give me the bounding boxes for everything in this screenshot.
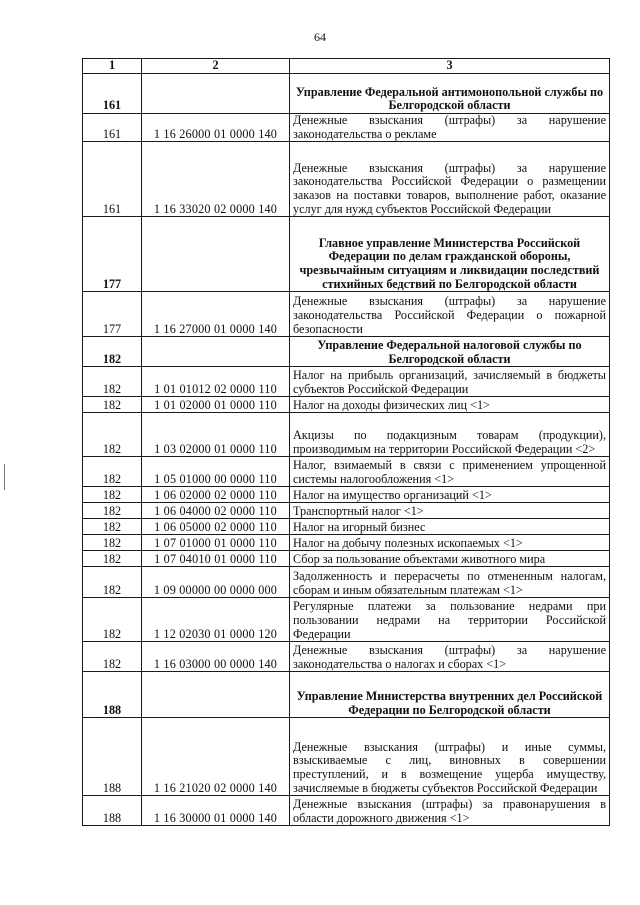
- table-row: [83, 397, 610, 413]
- admin-code-cell: 182: [83, 642, 142, 672]
- table-row: [83, 718, 610, 796]
- table-row: [83, 367, 610, 397]
- section-row: [83, 217, 610, 292]
- admin-code-cell: 182: [83, 598, 142, 642]
- budget-code-cell: 1 06 05000 02 0000 110: [142, 519, 290, 535]
- budget-code-cell: 1 07 01000 01 0000 110: [142, 535, 290, 551]
- section-row: [83, 672, 610, 718]
- budget-code-cell: 1 12 02030 01 0000 120: [142, 598, 290, 642]
- admin-code-cell: 182: [83, 535, 142, 551]
- budget-code-cell: 1 06 04000 02 0000 110: [142, 503, 290, 519]
- budget-code-cell: 1 16 03000 00 0000 140: [142, 642, 290, 672]
- table-header-row: [83, 59, 610, 74]
- budget-code-cell: [142, 672, 290, 718]
- budget-code-cell: 1 06 02000 02 0000 110: [142, 487, 290, 503]
- revenue-name-cell: Налог на игорный бизнес: [290, 519, 610, 535]
- revenue-name-cell: Налог на прибыль организаций, зачисляемый в бюджеты субъектов Российской Федерации: [290, 367, 610, 397]
- revenue-name-cell: Налог, взимаемый в связи с применением упрощенной системы налогообложения <1>: [290, 457, 610, 487]
- table-row: [83, 457, 610, 487]
- admin-code-cell: 161: [83, 74, 142, 114]
- admin-code-cell: 182: [83, 487, 142, 503]
- budget-code-cell: 1 01 01012 02 0000 110: [142, 367, 290, 397]
- margin-mark: [4, 464, 5, 490]
- table-row: [83, 551, 610, 567]
- budget-code-cell: 1 16 21020 02 0000 140: [142, 718, 290, 796]
- table-row: [83, 642, 610, 672]
- admin-code-cell: 188: [83, 718, 142, 796]
- column-header: 1: [83, 59, 142, 74]
- revenue-name-cell: Денежные взыскания (штрафы) за правонарушения в области дорожного движения <1>: [290, 796, 610, 826]
- section-title-cell: Управление Федеральной налоговой службы по Белгородской области: [290, 337, 610, 367]
- table-row: [83, 503, 610, 519]
- column-header: 2: [142, 59, 290, 74]
- table-row: [83, 535, 610, 551]
- budget-code-cell: 1 16 30000 01 0000 140: [142, 796, 290, 826]
- table-row: [83, 567, 610, 598]
- budget-code-cell: 1 07 04010 01 0000 110: [142, 551, 290, 567]
- revenue-name-cell: Налог на доходы физических лиц <1>: [290, 397, 610, 413]
- table-row: [83, 519, 610, 535]
- revenue-name-cell: Акцизы по подакцизным товарам (продукции), производимым на территории Российской Федерации <2>: [290, 413, 610, 457]
- table-row: [83, 292, 610, 337]
- table-row: [83, 598, 610, 642]
- admin-code-cell: 182: [83, 397, 142, 413]
- table-row: [83, 487, 610, 503]
- revenue-name-cell: Транспортный налог <1>: [290, 503, 610, 519]
- admin-code-cell: 182: [83, 503, 142, 519]
- budget-code-cell: [142, 74, 290, 114]
- revenue-administrators-table: [82, 58, 610, 826]
- admin-code-cell: 177: [83, 217, 142, 292]
- section-title-cell: Управление Федеральной антимонопольной службы по Белгородской области: [290, 74, 610, 114]
- budget-code-cell: 1 03 02000 01 0000 110: [142, 413, 290, 457]
- budget-code-cell: 1 05 01000 00 0000 110: [142, 457, 290, 487]
- revenue-name-cell: Сбор за пользование объектами животного мира: [290, 551, 610, 567]
- admin-code-cell: 161: [83, 114, 142, 142]
- admin-code-cell: 182: [83, 337, 142, 367]
- admin-code-cell: 182: [83, 519, 142, 535]
- column-header: 3: [290, 59, 610, 74]
- table-row: [83, 114, 610, 142]
- section-title-cell: Главное управление Министерства Российской Федерации по делам гражданской обороны, чрезвычайным ситуациям и ликвидации последствий стихийных бедствий по Белгородской области: [290, 217, 610, 292]
- admin-code-cell: 182: [83, 457, 142, 487]
- budget-code-cell: 1 16 26000 01 0000 140: [142, 114, 290, 142]
- revenue-name-cell: Денежные взыскания (штрафы) и иные суммы, взыскиваемые с лиц, виновных в совершении преступлений, и в возмещение ущерба имуществу, зачисляемые в бюджеты субъектов Российской Федерации: [290, 718, 610, 796]
- revenue-name-cell: Налог на имущество организаций <1>: [290, 487, 610, 503]
- budget-code-cell: 1 01 02000 01 0000 110: [142, 397, 290, 413]
- revenue-name-cell: Регулярные платежи за пользование недрами при пользовании недрами на территории Российской Федерации: [290, 598, 610, 642]
- budget-code-cell: 1 16 27000 01 0000 140: [142, 292, 290, 337]
- revenue-name-cell: Денежные взыскания (штрафы) за нарушение законодательства о рекламе: [290, 114, 610, 142]
- admin-code-cell: 182: [83, 367, 142, 397]
- admin-code-cell: 188: [83, 796, 142, 826]
- section-row: [83, 337, 610, 367]
- table-row: [83, 796, 610, 826]
- budget-code-cell: [142, 337, 290, 367]
- section-row: [83, 74, 610, 114]
- admin-code-cell: 182: [83, 551, 142, 567]
- revenue-name-cell: Денежные взыскания (штрафы) за нарушение законодательства о налогах и сборах <1>: [290, 642, 610, 672]
- revenue-name-cell: Задолженность и перерасчеты по отмененным налогам, сборам и иным обязательным платежам <1>: [290, 567, 610, 598]
- revenue-name-cell: Налог на добычу полезных ископаемых <1>: [290, 535, 610, 551]
- section-title-cell: Управление Министерства внутренних дел Российской Федерации по Белгородской области: [290, 672, 610, 718]
- revenue-name-cell: Денежные взыскания (штрафы) за нарушение законодательства Российской Федерации о пожарной безопасности: [290, 292, 610, 337]
- page-number: 64: [314, 30, 326, 44]
- admin-code-cell: 182: [83, 413, 142, 457]
- budget-code-cell: [142, 217, 290, 292]
- admin-code-cell: 188: [83, 672, 142, 718]
- table-row: [83, 142, 610, 217]
- table-row: [83, 413, 610, 457]
- admin-code-cell: 161: [83, 142, 142, 217]
- admin-code-cell: 177: [83, 292, 142, 337]
- budget-code-cell: 1 09 00000 00 0000 000: [142, 567, 290, 598]
- budget-code-cell: 1 16 33020 02 0000 140: [142, 142, 290, 217]
- table-body: [83, 74, 610, 826]
- revenue-name-cell: Денежные взыскания (штрафы) за нарушение законодательства Российской Федерации о размещении заказов на поставки товаров, выполнение работ, оказание услуг для нужд субъектов Российской Федерации: [290, 142, 610, 217]
- admin-code-cell: 182: [83, 567, 142, 598]
